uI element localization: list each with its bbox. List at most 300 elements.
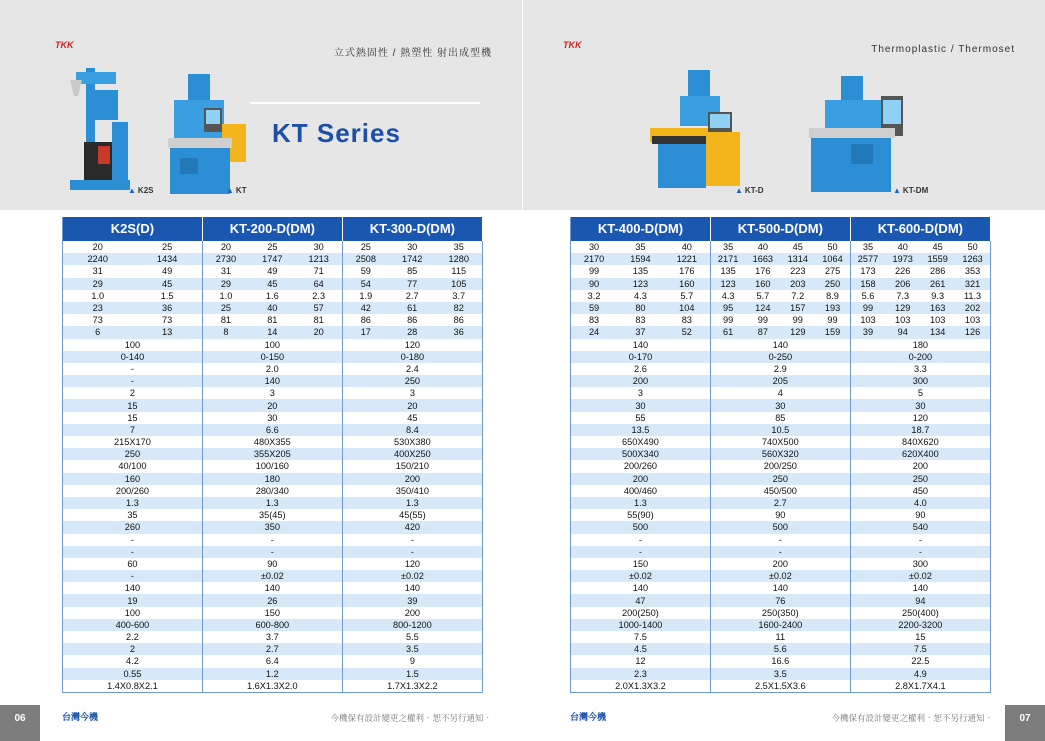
table-cell: 99 xyxy=(571,265,618,277)
table-cell: 6.6 xyxy=(202,424,342,436)
table-cell: 140 xyxy=(571,339,711,351)
table-cell: - xyxy=(63,546,203,558)
table-cell: 200/250 xyxy=(710,460,850,472)
table-cell: 5.6 xyxy=(850,290,885,302)
table-cell: 4 xyxy=(710,387,850,399)
table-row xyxy=(571,326,991,338)
table-cell: ±0.02 xyxy=(571,570,711,582)
company-name: 台灣今機 xyxy=(570,712,607,722)
table-cell: 840X620 xyxy=(850,436,990,448)
table-row xyxy=(63,363,483,375)
table-cell: 4.9 xyxy=(850,668,990,680)
table-cell: 86 xyxy=(436,314,483,326)
table-cell: 83 xyxy=(617,314,664,326)
table-cell: 250(400) xyxy=(850,607,990,619)
table-cell: 19 xyxy=(63,594,203,606)
table-row xyxy=(571,582,991,594)
table-row xyxy=(63,668,483,680)
table-row xyxy=(63,314,483,326)
table-cell: 261 xyxy=(920,278,955,290)
table-cell: 100 xyxy=(63,607,203,619)
table-cell: 0-140 xyxy=(63,351,203,363)
table-cell: 90 xyxy=(571,278,618,290)
table-cell: 42 xyxy=(342,302,389,314)
table-cell: 193 xyxy=(815,302,850,314)
table-cell: - xyxy=(850,546,990,558)
table-cell: 350 xyxy=(202,521,342,533)
table-cell: 280/340 xyxy=(202,485,342,497)
table-cell: 8.9 xyxy=(815,290,850,302)
table-cell: 2.7 xyxy=(710,497,850,509)
table-row xyxy=(63,436,483,448)
table-row xyxy=(63,302,483,314)
table-cell: 1.2 xyxy=(202,668,342,680)
table-cell: 8.4 xyxy=(342,424,482,436)
table-row xyxy=(571,278,991,290)
table-cell: ±0.02 xyxy=(342,570,482,582)
table-cell: 22.5 xyxy=(850,655,990,667)
table-cell: 2.3 xyxy=(571,668,711,680)
table-cell: - xyxy=(63,570,203,582)
table-row xyxy=(571,680,991,693)
table-cell: 1663 xyxy=(745,253,780,265)
notice-text: 今機保有設計變更之權利‧恕不另行通知‧ xyxy=(330,713,492,723)
table-cell: 2.8X1.7X4.1 xyxy=(850,680,990,693)
table-cell: 1000-1400 xyxy=(571,619,711,631)
table-cell: 2 xyxy=(63,643,203,655)
table-cell: 40 xyxy=(249,302,296,314)
table-cell: 40 xyxy=(885,241,920,253)
table-cell: 150 xyxy=(571,558,711,570)
table-cell: 215X170 xyxy=(63,436,203,448)
table-cell: 123 xyxy=(710,278,745,290)
table-row xyxy=(63,594,483,606)
table-cell: 2.3 xyxy=(296,290,343,302)
table-cell: 200(250) xyxy=(571,607,711,619)
table-cell: 99 xyxy=(780,314,815,326)
table-row xyxy=(571,290,991,302)
table-cell: 200/260 xyxy=(571,460,711,472)
table-cell: 540 xyxy=(850,521,990,533)
table-cell: 129 xyxy=(885,302,920,314)
table-cell: 250 xyxy=(815,278,850,290)
table-cell: 90 xyxy=(710,509,850,521)
table-cell: 450 xyxy=(850,485,990,497)
table-row xyxy=(571,265,991,277)
table-cell: 150 xyxy=(202,607,342,619)
table-cell: 500 xyxy=(571,521,711,533)
table-cell: 90 xyxy=(850,509,990,521)
table-cell: 1280 xyxy=(436,253,483,265)
table-cell: 1.0 xyxy=(63,290,133,302)
table-cell: 2 xyxy=(63,387,203,399)
table-cell: 25 xyxy=(132,241,202,253)
kt-dm-machine-image xyxy=(805,72,905,196)
table-cell: 3.2 xyxy=(571,290,618,302)
table-row xyxy=(63,265,483,277)
table-cell: 140 xyxy=(710,339,850,351)
kt-dm-label: ▲ KT-DM xyxy=(893,186,929,195)
table-cell: 400X250 xyxy=(342,448,482,460)
table-cell: 12 xyxy=(571,655,711,667)
table-cell: 5.7 xyxy=(745,290,780,302)
table-cell: 1600-2400 xyxy=(710,619,850,631)
triangle-icon: ▲ xyxy=(128,186,136,195)
table-cell: 61 xyxy=(389,302,436,314)
table-cell: 560X320 xyxy=(710,448,850,460)
table-cell: 24 xyxy=(571,326,618,338)
table-cell: 18.7 xyxy=(850,424,990,436)
table-cell: 35 xyxy=(436,241,483,253)
table-row xyxy=(63,387,483,399)
table-row xyxy=(63,448,483,460)
model-header: K2S(D) xyxy=(63,217,203,241)
table-cell: 4.2 xyxy=(63,655,203,667)
table-cell: 60 xyxy=(63,558,203,570)
table-cell: 115 xyxy=(436,265,483,277)
table-cell: 5 xyxy=(850,387,990,399)
table-cell: 105 xyxy=(436,278,483,290)
table-row xyxy=(571,643,991,655)
table-row xyxy=(571,387,991,399)
table-cell: 250 xyxy=(850,473,990,485)
table-cell: 17 xyxy=(342,326,389,338)
table-cell: 140 xyxy=(202,582,342,594)
table-cell: 25 xyxy=(202,302,249,314)
table-cell: 40/100 xyxy=(63,460,203,472)
table-cell: 103 xyxy=(955,314,990,326)
table-cell: 45 xyxy=(342,412,482,424)
table-cell: 200 xyxy=(850,460,990,472)
right-page xyxy=(523,0,1045,741)
table-cell: 9.3 xyxy=(920,290,955,302)
table-cell: 2.2 xyxy=(63,631,203,643)
table-cell: 0.55 xyxy=(63,668,203,680)
notice-text: 今機保有設計變更之權利‧恕不另行通知‧ xyxy=(831,713,993,723)
table-cell: 159 xyxy=(815,326,850,338)
table-cell: ±0.02 xyxy=(710,570,850,582)
table-cell: 30 xyxy=(571,399,711,411)
table-cell: 85 xyxy=(389,265,436,277)
table-cell: 1.5 xyxy=(342,668,482,680)
table-cell: 300 xyxy=(850,375,990,387)
table-cell: 0-200 xyxy=(850,351,990,363)
table-cell: 4.3 xyxy=(710,290,745,302)
table-cell: 203 xyxy=(780,278,815,290)
table-cell: 140 xyxy=(710,582,850,594)
table-cell: 205 xyxy=(710,375,850,387)
table-cell: 126 xyxy=(955,326,990,338)
table-cell: 1.0 xyxy=(202,290,249,302)
table-cell: 530X380 xyxy=(342,436,482,448)
table-cell: 20 xyxy=(63,241,133,253)
model-header: KT-300-D(DM) xyxy=(342,217,482,241)
table-cell: 260 xyxy=(63,521,203,533)
table-cell: 420 xyxy=(342,521,482,533)
table-cell: 355X205 xyxy=(202,448,342,460)
table-cell: 52 xyxy=(664,326,711,338)
table-cell: 103 xyxy=(850,314,885,326)
table-cell: 80 xyxy=(617,302,664,314)
table-row xyxy=(571,339,991,351)
table-cell: 1.3 xyxy=(202,497,342,509)
table-row xyxy=(63,546,483,558)
table-cell: 99 xyxy=(815,314,850,326)
table-cell: 200/260 xyxy=(63,485,203,497)
table-cell: 50 xyxy=(955,241,990,253)
table-row xyxy=(571,619,991,631)
table-cell: 5.5 xyxy=(342,631,482,643)
header-text: 立式熱固性 / 熱塑性 射出成型機 xyxy=(333,48,492,59)
table-cell: 35 xyxy=(617,241,664,253)
table-cell: 45 xyxy=(132,278,202,290)
table-cell: 2.9 xyxy=(710,363,850,375)
table-cell: ±0.02 xyxy=(850,570,990,582)
table-cell: 55(90) xyxy=(571,509,711,521)
table-cell: 57 xyxy=(296,302,343,314)
table-cell: 150/210 xyxy=(342,460,482,472)
table-cell: 15 xyxy=(63,399,203,411)
table-row xyxy=(63,339,483,351)
k2s-label: ▲ K2S xyxy=(128,186,154,195)
header-divider xyxy=(250,102,480,104)
table-cell: 82 xyxy=(436,302,483,314)
table-cell: - xyxy=(571,534,711,546)
table-cell: 163 xyxy=(920,302,955,314)
table-cell: 286 xyxy=(920,265,955,277)
table-row xyxy=(571,668,991,680)
table-cell: 1434 xyxy=(132,253,202,265)
table-cell: 123 xyxy=(617,278,664,290)
table-cell: 30 xyxy=(296,241,343,253)
table-cell: 76 xyxy=(710,594,850,606)
table-row xyxy=(571,570,991,582)
table-cell: 103 xyxy=(920,314,955,326)
table-cell: 173 xyxy=(850,265,885,277)
table-cell: 120 xyxy=(850,412,990,424)
table-cell: 7.2 xyxy=(780,290,815,302)
table-row xyxy=(571,534,991,546)
table-cell: 134 xyxy=(920,326,955,338)
table-cell: 0-250 xyxy=(710,351,850,363)
table-cell: 250 xyxy=(63,448,203,460)
model-header: KT-400-D(DM) xyxy=(571,217,711,241)
table-cell: 1973 xyxy=(885,253,920,265)
table-cell: 1747 xyxy=(249,253,296,265)
table-cell: 180 xyxy=(850,339,990,351)
series-title: KT Series xyxy=(272,118,401,148)
table-row xyxy=(571,363,991,375)
table-cell: 2171 xyxy=(710,253,745,265)
table-cell: 50 xyxy=(815,241,850,253)
table-cell: - xyxy=(571,546,711,558)
kt-machine-image xyxy=(160,72,250,197)
table-row xyxy=(571,351,991,363)
table-cell: 61 xyxy=(710,326,745,338)
table-row xyxy=(571,314,991,326)
table-cell: 94 xyxy=(850,594,990,606)
table-cell: 7 xyxy=(63,424,203,436)
table-cell: 59 xyxy=(342,265,389,277)
table-cell: 200 xyxy=(342,607,482,619)
table-cell: 1.6 xyxy=(249,290,296,302)
table-cell: 140 xyxy=(202,375,342,387)
table-cell: 13.5 xyxy=(571,424,711,436)
table-cell: 400-600 xyxy=(63,619,203,631)
table-cell: 1.4X0.8X2.1 xyxy=(63,680,203,693)
header-text: Thermoplastic / Thermoset xyxy=(871,44,1015,55)
table-row xyxy=(571,424,991,436)
table-row xyxy=(571,655,991,667)
table-cell: 180 xyxy=(202,473,342,485)
spec-table-left xyxy=(62,217,483,693)
table-cell: 77 xyxy=(389,278,436,290)
table-cell: 120 xyxy=(342,558,482,570)
table-cell: 1.6X1.3X2.0 xyxy=(202,680,342,693)
table-cell: 2.7 xyxy=(202,643,342,655)
table-cell: 480X355 xyxy=(202,436,342,448)
table-cell: 81 xyxy=(296,314,343,326)
table-cell: 3.5 xyxy=(710,668,850,680)
table-cell: 3.7 xyxy=(436,290,483,302)
table-cell: 35 xyxy=(710,241,745,253)
table-cell: - xyxy=(63,363,203,375)
table-cell: 83 xyxy=(664,314,711,326)
table-cell: 30 xyxy=(202,412,342,424)
table-cell: 3 xyxy=(202,387,342,399)
model-header: KT-500-D(DM) xyxy=(710,217,850,241)
table-row xyxy=(571,497,991,509)
table-row xyxy=(63,326,483,338)
table-cell: 223 xyxy=(780,265,815,277)
table-cell: 47 xyxy=(571,594,711,606)
table-cell: 31 xyxy=(63,265,133,277)
table-cell: 40 xyxy=(745,241,780,253)
table-cell: 500X340 xyxy=(571,448,711,460)
table-row xyxy=(571,485,991,497)
table-cell: 28 xyxy=(389,326,436,338)
table-cell: 176 xyxy=(745,265,780,277)
table-cell: 176 xyxy=(664,265,711,277)
table-cell: 45 xyxy=(249,278,296,290)
table-cell: 140 xyxy=(63,582,203,594)
table-cell: 95 xyxy=(710,302,745,314)
table-cell: 275 xyxy=(815,265,850,277)
table-cell: 71 xyxy=(296,265,343,277)
table-cell: 160 xyxy=(664,278,711,290)
table-cell: 250 xyxy=(342,375,482,387)
table-row xyxy=(63,643,483,655)
table-row xyxy=(63,241,483,253)
triangle-icon: ▲ xyxy=(735,186,743,195)
table-cell: 740X500 xyxy=(710,436,850,448)
table-cell: 226 xyxy=(885,265,920,277)
table-cell: 30 xyxy=(571,241,618,253)
table-cell: 20 xyxy=(342,399,482,411)
table-cell: 81 xyxy=(249,314,296,326)
table-cell: 1594 xyxy=(617,253,664,265)
table-cell: 1064 xyxy=(815,253,850,265)
table-row xyxy=(571,607,991,619)
table-row xyxy=(571,558,991,570)
table-cell: 90 xyxy=(202,558,342,570)
table-row xyxy=(63,278,483,290)
table-cell: 99 xyxy=(850,302,885,314)
table-row xyxy=(63,607,483,619)
table-cell: 5.7 xyxy=(664,290,711,302)
table-row xyxy=(571,460,991,472)
table-row xyxy=(63,631,483,643)
table-cell: 353 xyxy=(955,265,990,277)
table-cell: 620X400 xyxy=(850,448,990,460)
table-cell: 49 xyxy=(249,265,296,277)
table-cell: - xyxy=(342,546,482,558)
table-cell: 2.4 xyxy=(342,363,482,375)
table-cell: 202 xyxy=(955,302,990,314)
table-cell: 350/410 xyxy=(342,485,482,497)
table-cell: 124 xyxy=(745,302,780,314)
table-cell: 23 xyxy=(63,302,133,314)
kt-d-machine-image xyxy=(648,66,758,196)
table-cell: 87 xyxy=(745,326,780,338)
table-row xyxy=(63,485,483,497)
table-cell: 39 xyxy=(342,594,482,606)
table-cell: - xyxy=(710,546,850,558)
table-cell: 99 xyxy=(710,314,745,326)
table-cell: 4.3 xyxy=(617,290,664,302)
triangle-icon: ▲ xyxy=(226,186,234,195)
table-cell: 45 xyxy=(780,241,815,253)
table-row xyxy=(63,619,483,631)
table-row xyxy=(571,253,991,265)
table-cell: 2200-3200 xyxy=(850,619,990,631)
table-cell: 2577 xyxy=(850,253,885,265)
table-cell: - xyxy=(710,534,850,546)
table-row xyxy=(63,680,483,693)
table-cell: 0-150 xyxy=(202,351,342,363)
table-cell: 1213 xyxy=(296,253,343,265)
table-row xyxy=(63,399,483,411)
tkk-logo: TKK xyxy=(563,40,582,50)
table-cell: 250 xyxy=(710,473,850,485)
table-cell: 206 xyxy=(885,278,920,290)
table-cell: 2.6 xyxy=(571,363,711,375)
table-row xyxy=(63,253,483,265)
table-row xyxy=(63,558,483,570)
table-cell: 6.4 xyxy=(202,655,342,667)
table-cell: 15 xyxy=(850,631,990,643)
table-cell: 16.6 xyxy=(710,655,850,667)
table-cell: - xyxy=(63,375,203,387)
table-cell: 7.5 xyxy=(571,631,711,643)
table-cell: 1.9 xyxy=(342,290,389,302)
table-row xyxy=(571,375,991,387)
table-row xyxy=(571,399,991,411)
table-cell: 55 xyxy=(571,412,711,424)
table-cell: 7.3 xyxy=(885,290,920,302)
table-cell: 4.5 xyxy=(571,643,711,655)
table-cell: 39 xyxy=(850,326,885,338)
table-cell: 2170 xyxy=(571,253,618,265)
table-cell: 157 xyxy=(780,302,815,314)
table-cell: 10.5 xyxy=(710,424,850,436)
kt-label: ▲ KT xyxy=(226,186,247,195)
left-page xyxy=(0,0,522,741)
table-cell: 20 xyxy=(202,399,342,411)
table-cell: 7.5 xyxy=(850,643,990,655)
table-cell: 129 xyxy=(780,326,815,338)
tkk-logo: TKK xyxy=(55,40,74,50)
